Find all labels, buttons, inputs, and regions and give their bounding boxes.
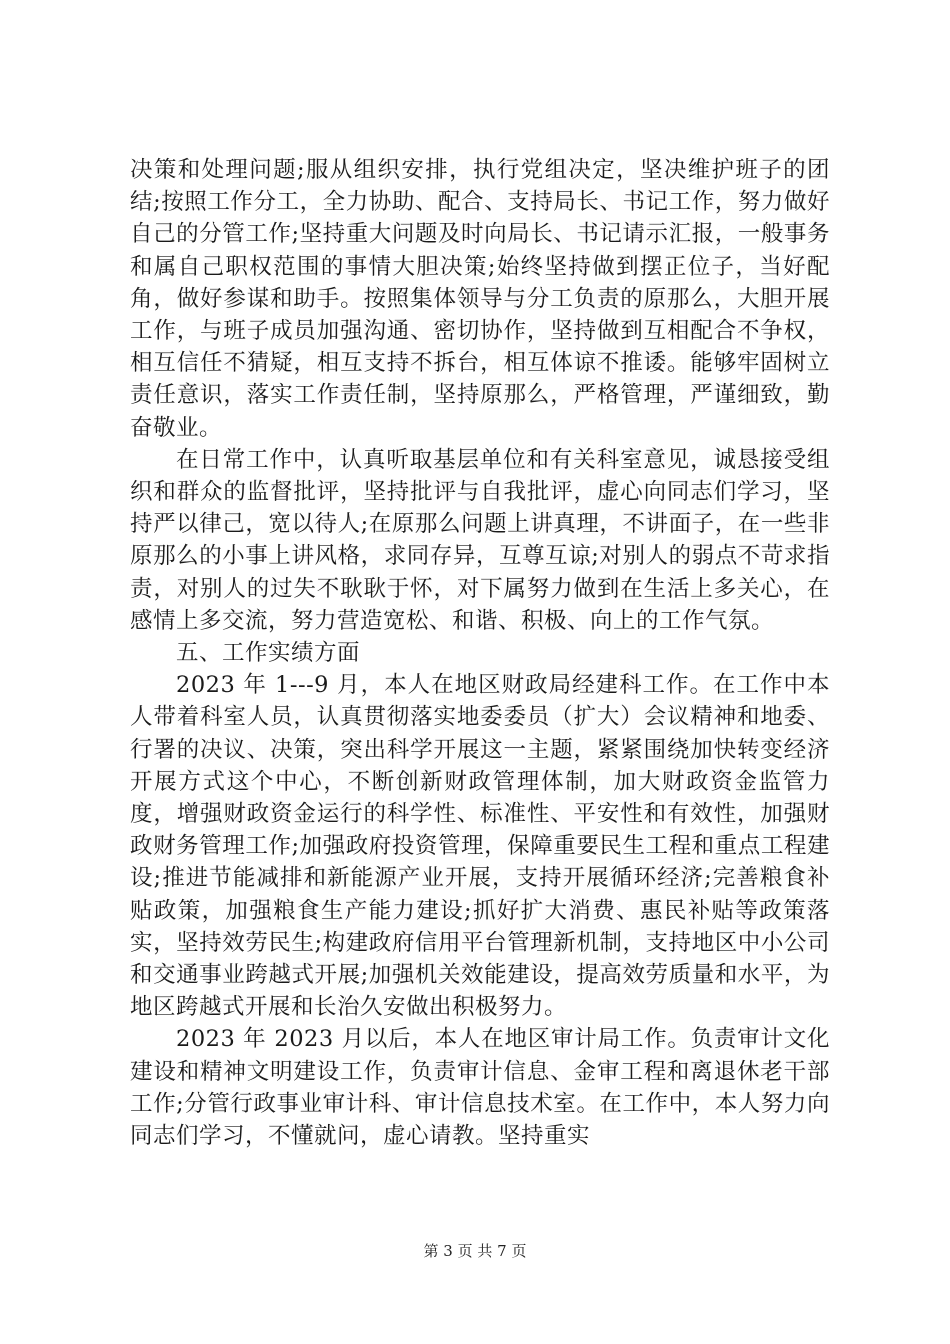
paragraph-4: 2023 年 2023 月以后，本人在地区审计局工作。负责审计文化建设和精神文明建设工作，负责审计信息、金审工程和离退休老干部工作;分管行政事业审计科、审计信息技术室。在工作中，本人努力向同志们学习，不懂就问，虚心请教。坚持重实 <box>130 1026 830 1150</box>
paragraph-1: 决策和处理问题;服从组织安排，执行党组决定，坚决维护班子的团结;按照工作分工，全力协助、配合、支持局长、书记工作，努力做好自己的分管工作;坚持重大问题及时向局长、书记请示汇报，一般事务和属自己职权范围的事情大胆决策;始终坚持做到摆正位子，当好配角，做好参谋和助手。按照集体领导与分工负责的原那么，大胆开展工作，与班子成员加强沟通、密切协作，坚持做到互相配合不争权，相互信任不猜疑，相互支持不拆台，相互体谅不推诿。能够牢固树立责任意识，落实工作责任制，坚持原那么，严格管理，严谨细致，勤奋敬业。 <box>130 157 830 441</box>
paragraph-2: 在日常工作中，认真听取基层单位和有关科室意见，诚恳接受组织和群众的监督批评，坚持批评与自我批评，虚心向同志们学习，坚持严以律己，宽以待人;在原那么问题上讲真理，不讲面子，在一些非原那么的小事上讲风格，求同存异，互尊互谅;对别人的弱点不苛求指责，对别人的过失不耿耿于怀，对下属努力做到在生活上多关心，在感情上多交流，努力营造宽松、和谐、积极、向上的工作气氛。 <box>130 446 830 634</box>
document-body <box>130 154 830 1152</box>
paragraph-3: 2023 年 1---9 月，本人在地区财政局经建科工作。在工作中本人带着科室人员，认真贯彻落实地委委员（扩大）会议精神和地委、行署的决议、决策，突出科学开展这一主题，紧紧围绕加快转变经济开展方式这个中心，不断创新财政管理体制，加大财政资金监管力度，增强财政资金运行的科学性、标准性、平安性和有效性，加强财政财务管理工作;加强政府投资管理，保障重要民生工程和重点工程建设;推进节能减排和新能源产业开展，支持开展循环经济;完善粮食补贴政策，加强粮食生产能力建设;抓好扩大消费、惠民补贴等政策落实，坚持效劳民生;构建政府信用平台管理新机制，支持地区中小公司和交通事业跨越式开展;加强机关效能建设，提高效劳质量和水平，为地区跨越式开展和长治久安做出积极努力。 <box>130 672 830 1021</box>
page-number-footer: 第 3 页 共 7 页 <box>423 1242 527 1260</box>
section-heading-work-achievements: 五、工作实绩方面 <box>176 640 361 667</box>
